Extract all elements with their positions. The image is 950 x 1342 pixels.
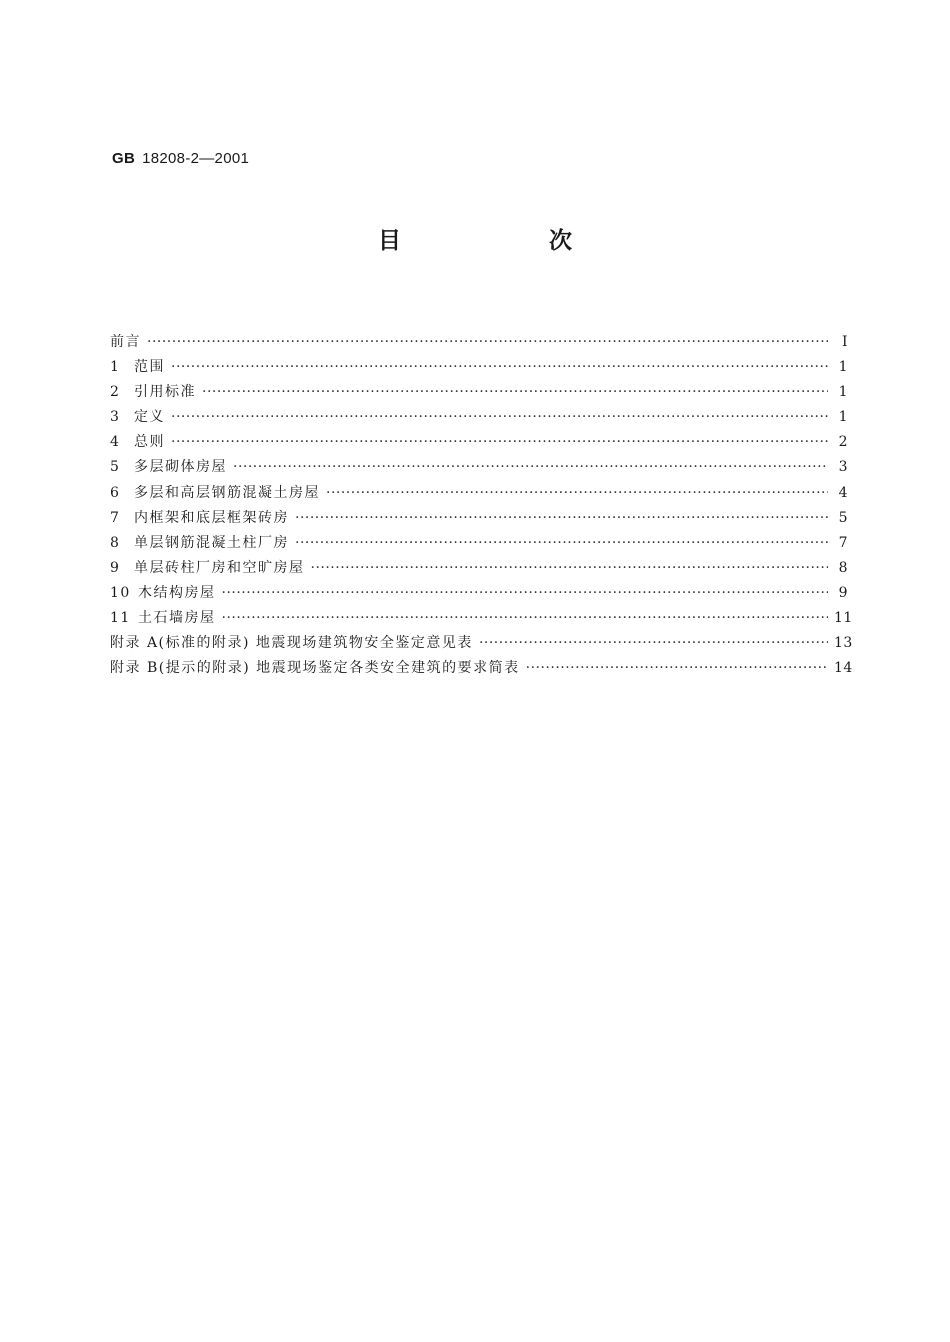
toc-entry-page: I bbox=[841, 334, 848, 350]
toc-entry-3[interactable] bbox=[110, 405, 848, 430]
toc-entry-11[interactable] bbox=[110, 606, 853, 631]
toc-entry-page: 3 bbox=[838, 459, 848, 476]
toc-entry-label: 前言 bbox=[110, 334, 141, 350]
toc-entry-number: 11 bbox=[110, 610, 131, 627]
standard-number: 18208-2—2001 bbox=[142, 150, 250, 167]
toc-entry-page: 11 bbox=[834, 610, 853, 627]
toc-entry-number: 1 bbox=[110, 359, 121, 376]
dot-leader bbox=[295, 506, 828, 531]
toc-entry-label: 附录 B(提示的附录) 地震现场鉴定各类安全建筑的要求简表 bbox=[110, 660, 520, 677]
toc-entry-label: 定义 bbox=[134, 409, 165, 426]
toc-entry-6[interactable] bbox=[110, 481, 848, 506]
toc-entry-appendix-a[interactable] bbox=[110, 631, 853, 656]
toc-entry-7[interactable] bbox=[110, 506, 848, 531]
toc-entry-label: 总则 bbox=[134, 434, 165, 451]
toc-entry-page: 1 bbox=[838, 359, 848, 376]
dot-leader bbox=[233, 455, 828, 480]
toc-entry-label: 单层钢筋混凝土柱厂房 bbox=[134, 534, 289, 551]
dot-leader bbox=[147, 330, 828, 355]
toc-entry-page: 1 bbox=[838, 409, 848, 426]
toc-entry-number: 6 bbox=[110, 484, 121, 501]
toc-entry-number: 7 bbox=[110, 509, 121, 526]
toc-entry-number: 3 bbox=[110, 409, 121, 426]
toc-entry-page: 5 bbox=[838, 509, 848, 526]
dot-leader bbox=[526, 656, 828, 681]
toc-entry-1[interactable] bbox=[110, 355, 848, 380]
toc-entry-number: 4 bbox=[110, 434, 121, 451]
toc-entry-label: 范围 bbox=[134, 359, 165, 376]
toc-entry-label: 附录 A(标准的附录) 地震现场建筑物安全鉴定意见表 bbox=[110, 635, 473, 652]
dot-leader bbox=[171, 355, 828, 380]
dot-leader bbox=[295, 531, 828, 556]
toc-entry-label: 多层和高层钢筋混凝土房屋 bbox=[134, 484, 320, 501]
dot-leader bbox=[222, 606, 829, 631]
toc-entry-foreword[interactable] bbox=[110, 330, 848, 355]
page-title: 目 次 bbox=[377, 228, 642, 254]
toc-entry-label: 单层砖柱厂房和空旷房屋 bbox=[134, 559, 305, 576]
toc-entry-number: 2 bbox=[110, 384, 121, 401]
toc-entry-appendix-b[interactable] bbox=[110, 656, 853, 681]
dot-leader bbox=[479, 631, 828, 656]
toc-entry-2[interactable] bbox=[110, 380, 848, 405]
toc-entry-page: 14 bbox=[834, 660, 853, 677]
standard-prefix: GB bbox=[112, 150, 136, 167]
toc-entry-label: 引用标准 bbox=[134, 384, 196, 401]
toc-entry-4[interactable] bbox=[110, 430, 848, 455]
toc-entry-number: 5 bbox=[110, 459, 121, 476]
dot-leader bbox=[171, 430, 828, 455]
dot-leader bbox=[311, 556, 829, 581]
toc-entry-10[interactable] bbox=[110, 581, 848, 606]
toc-entry-5[interactable] bbox=[110, 455, 848, 480]
table-of-contents bbox=[110, 330, 853, 681]
toc-entry-page: 8 bbox=[838, 559, 848, 576]
toc-entry-page: 4 bbox=[838, 484, 848, 501]
toc-entry-page: 1 bbox=[838, 384, 848, 401]
toc-entry-label: 多层砌体房屋 bbox=[134, 459, 227, 476]
toc-entry-label: 内框架和底层框架砖房 bbox=[134, 509, 289, 526]
toc-entry-page: 7 bbox=[838, 534, 848, 551]
toc-entry-page: 2 bbox=[838, 434, 848, 451]
dot-leader bbox=[202, 380, 828, 405]
toc-entry-number: 10 bbox=[110, 584, 131, 601]
toc-entry-9[interactable] bbox=[110, 556, 848, 581]
toc-entry-page: 13 bbox=[834, 635, 853, 652]
toc-entry-label: 土石墙房屋 bbox=[138, 610, 216, 627]
toc-entry-number: 9 bbox=[110, 559, 121, 576]
toc-entry-label: 木结构房屋 bbox=[138, 584, 216, 601]
dot-leader bbox=[222, 581, 829, 606]
dot-leader bbox=[171, 405, 828, 430]
toc-entry-number: 8 bbox=[110, 534, 121, 551]
toc-entry-8[interactable] bbox=[110, 531, 848, 556]
toc-entry-page: 9 bbox=[838, 584, 848, 601]
standard-code bbox=[112, 150, 249, 167]
dot-leader bbox=[326, 481, 828, 506]
